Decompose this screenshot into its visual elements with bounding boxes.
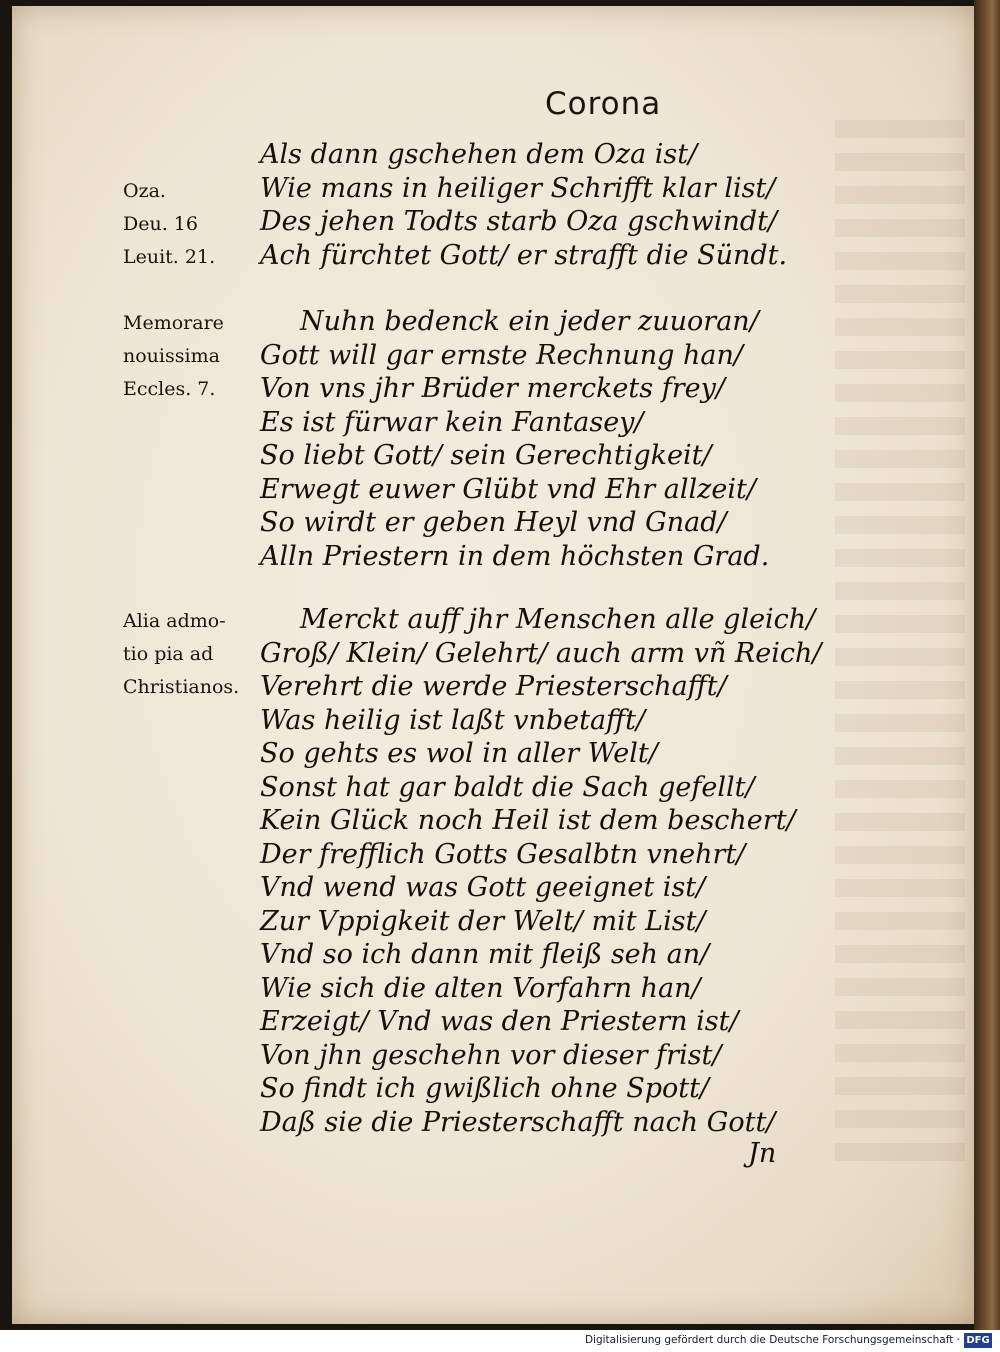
verse-line: Wie sich die alten Vorfahrn han/ (260, 972, 701, 1004)
verse-line: Es ist fürwar kein Fantasey/ (260, 406, 644, 438)
marginal-note-line: Alia admo- (123, 610, 226, 632)
verse-line: Vnd so ich dann mit fleiß seh an/ (260, 939, 710, 970)
footer-credit: Digitalisierung gefördert durch die Deutsche Forschungsgemeinschaft · (584, 1334, 960, 1346)
marginal-note-line: tio pia ad (123, 643, 214, 665)
marginal-note-line: Deu. 16 (123, 213, 198, 235)
catchword: Jn (748, 1138, 777, 1169)
dfg-logo[interactable]: DFG (964, 1333, 992, 1348)
verse-stanza-1 (260, 138, 787, 272)
marginal-note-line: Oza. (123, 180, 166, 202)
verse-line: Zur Vppigkeit der Welt/ mit List/ (260, 905, 706, 937)
verse-line: Von vns jhr Brüder merckets frey/ (260, 373, 725, 404)
verse-line: So liebt Gott/ sein Gerechtigkeit/ (260, 440, 712, 471)
verse-stanza-2 (260, 305, 769, 573)
marginal-note-1 (123, 175, 215, 274)
marginal-note-line: Memorare (123, 312, 224, 334)
running-head: Corona (545, 86, 662, 122)
verse-line: Vnd wend was Gott geeignet ist/ (260, 872, 706, 903)
marginal-note-line: Eccles. 7. (123, 378, 216, 400)
marginal-note-2 (123, 307, 224, 406)
verse-line: Alln Priestern in dem höchsten Grad. (260, 540, 770, 572)
verse-line: Ach fürchtet Gott/ er strafft die Sündt. (260, 239, 788, 271)
verse-line: Von jhn geschehn vor dieser frist/ (260, 1039, 722, 1071)
verse-line: Daß sie die Priesterschafft nach Gott/ (260, 1106, 776, 1138)
verse-line: Wie mans in heiliger Schrifft klar list/ (260, 172, 776, 204)
verse-line: Groß/ Klein/ Gelehrt/ auch arm vñ Reich/ (260, 637, 822, 669)
marginal-note-line: Leuit. 21. (123, 246, 216, 268)
verse-stanza-3 (260, 603, 821, 1139)
verse-line: Sonst hat gar baldt die Sach gefellt/ (260, 771, 755, 803)
verse-line: So gehts es wol in aller Welt/ (260, 738, 658, 769)
marginal-note-line: nouissima (123, 345, 220, 367)
book-edge (974, 0, 1000, 1330)
verse-line: Merckt auff jhr Menschen alle gleich/ (300, 604, 816, 635)
verse-line: Nuhn bedenck ein jeder zuuoran/ (300, 306, 759, 337)
verse-line: Des jehen Todts starb Oza gschwindt/ (260, 206, 778, 237)
verse-line: Was heilig ist laßt vnbetafft/ (260, 704, 646, 736)
verse-line: Als dann gschehen dem Oza ist/ (260, 139, 698, 170)
verse-line: So wirdt er geben Heyl vnd Gnad/ (260, 507, 727, 538)
verse-line: So findt ich gwißlich ohne Spott/ (260, 1073, 710, 1104)
verse-line: Kein Glück noch Heil ist dem beschert/ (260, 805, 796, 836)
verse-line: Erwegt euwer Glübt vnd Ehr allzeit/ (260, 473, 756, 505)
show-through-text (835, 120, 965, 1170)
verse-line: Gott will gar ernste Rechnung han/ (260, 339, 743, 371)
verse-line: Erzeigt/ Vnd was den Priestern ist/ (260, 1006, 739, 1037)
verse-line: Der frefflich Gotts Gesalbtn vnehrt/ (260, 838, 746, 870)
marginal-note-3 (123, 605, 239, 704)
marginal-note-line: Christianos. (123, 676, 240, 698)
verse-line: Verehrt die werde Priesterschafft/ (260, 671, 727, 702)
